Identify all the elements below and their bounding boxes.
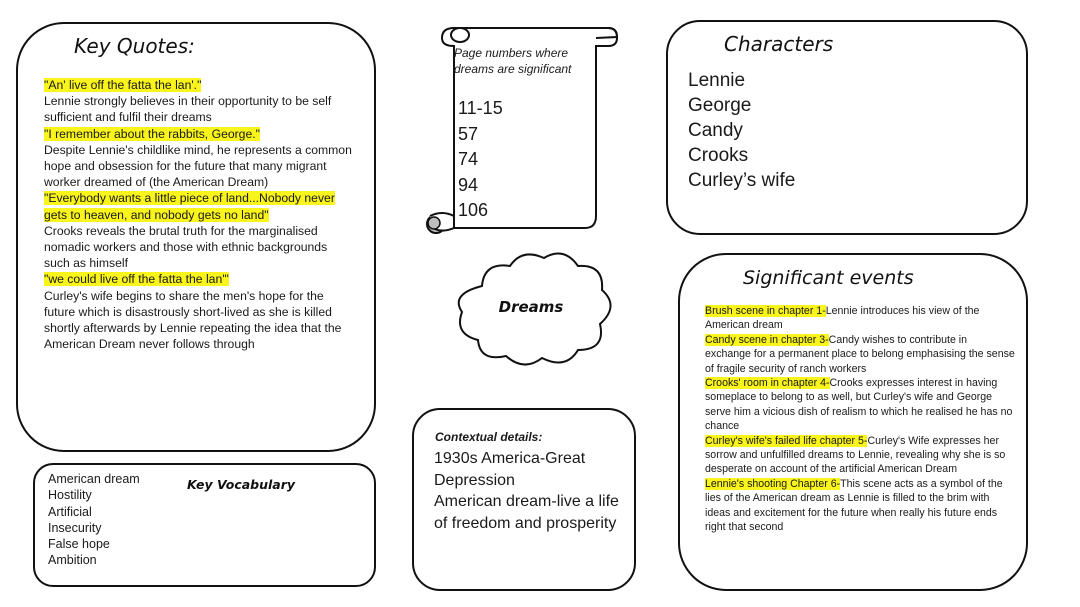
event-item (705, 477, 1015, 535)
dreams-label: Dreams (498, 298, 564, 316)
key-quotes-panel (16, 22, 376, 452)
quote-text: "I remember about the rabbits, George." (44, 126, 260, 141)
character-name: Lennie (688, 70, 746, 91)
characters-list (688, 68, 795, 193)
vocabulary-word: False hope (48, 537, 110, 552)
character-name: Curley’s wife (688, 170, 796, 191)
page-number: 57 (458, 123, 479, 144)
quote-entry (44, 77, 352, 126)
event-item (705, 333, 1015, 376)
quote-explanation: Crooks reveals the brutal truth for the marginalised nomadic workers and those with ethnic backgrounds such as himself (44, 223, 328, 271)
event-text: This scene acts as a symbol of the lies of the American dream as Lennie is filled to the brim with ideas and excitement for the future when really his future ends right that second (705, 477, 1003, 534)
quote-entry (44, 126, 352, 191)
quote-text: "we could live off the fatta the lan'" (44, 272, 229, 287)
vocabulary-word: Insecurity (48, 520, 102, 535)
event-heading: Crooks' room in chapter 4- (705, 377, 830, 390)
characters-title: Characters (724, 32, 834, 56)
key-quotes-body (44, 77, 352, 352)
vocabulary-word: Hostility (48, 488, 92, 503)
contextual-details-body (434, 448, 629, 534)
event-heading: Brush scene in chapter 1- (705, 305, 826, 317)
quote-entry (44, 190, 352, 271)
character-name: Candy (688, 120, 743, 141)
significant-events-body (705, 304, 1015, 535)
vocabulary-word: American dream (48, 472, 140, 486)
characters-panel (666, 20, 1028, 235)
context-line: American dream-live a life of freedom and prosperity (434, 493, 619, 532)
contextual-details-title: Contextual details: (435, 430, 543, 444)
event-text: Candy wishes to contribute in exchange for a permanent place to belong emphasising the sense of fragile security of ranch workers (705, 333, 1015, 375)
vocabulary-word: Artificial (48, 504, 92, 519)
vocabulary-word: Ambition (48, 553, 97, 568)
page-numbers-label: Page numbers where dreams are significant (454, 46, 572, 76)
page-numbers-scroll (420, 16, 620, 241)
context-line: 1930s America-Great Depression (434, 450, 586, 489)
key-vocabulary-title: Key Vocabulary (187, 477, 296, 492)
event-item (705, 434, 1015, 477)
quote-text: "Everybody wants a little piece of land...Nobody never gets to heaven, and nobody gets no land" (44, 191, 335, 222)
key-quotes-title: Key Quotes: (74, 34, 195, 58)
event-heading: Candy scene in chapter 3- (705, 333, 829, 346)
event-text: Curley's Wife expresses her sorrow and unfulfilled dreams to Lennie, revealing why she is so desperate on account of the artificial American Dream (705, 434, 1006, 476)
contextual-details-panel (412, 408, 636, 591)
quote-explanation: Despite Lennie's childlike mind, he represents a common hope and obsession for the future that many migrant worker dreamed of (the American Dream) (44, 142, 352, 190)
character-name: Crooks (688, 145, 749, 166)
quote-text: "An' live off the fatta the lan'." (44, 78, 202, 92)
page-number: 11-15 (458, 98, 503, 118)
event-heading: Lennie's shooting Chapter 6- (705, 477, 841, 490)
page-number: 94 (458, 174, 479, 195)
significant-events-title: Significant events (743, 267, 914, 289)
quote-explanation: Curley's wife begins to share the men's hope for the future which is disastrously short-lived as she is killed shortly afterwards by Lennie repeating the idea that the American Dream never follows through (44, 288, 342, 352)
page-number: 74 (458, 149, 479, 169)
event-item (705, 376, 1015, 434)
event-item (705, 304, 1015, 333)
quote-entry (44, 271, 352, 352)
key-vocabulary-panel (33, 463, 376, 587)
dreams-cloud (446, 246, 616, 376)
page-number: 106 (458, 200, 489, 220)
significant-events-panel (678, 253, 1028, 591)
page-numbers-list (458, 96, 503, 224)
event-heading: Curley's wife's failed life chapter 5- (705, 434, 868, 447)
character-name: George (688, 95, 752, 116)
event-text: Crooks expresses interest in having someplace to belong to as well, but Curley's wife and George serve him a vicious dish of realism to which he realised he has no chance (705, 377, 1013, 433)
event-text: Lennie introduces his view of the American dream (705, 305, 980, 332)
quote-explanation: Lennie strongly believes in their opportunity to be self sufficient and fulfil their dreams (44, 94, 332, 125)
vocabulary-list (48, 471, 140, 569)
